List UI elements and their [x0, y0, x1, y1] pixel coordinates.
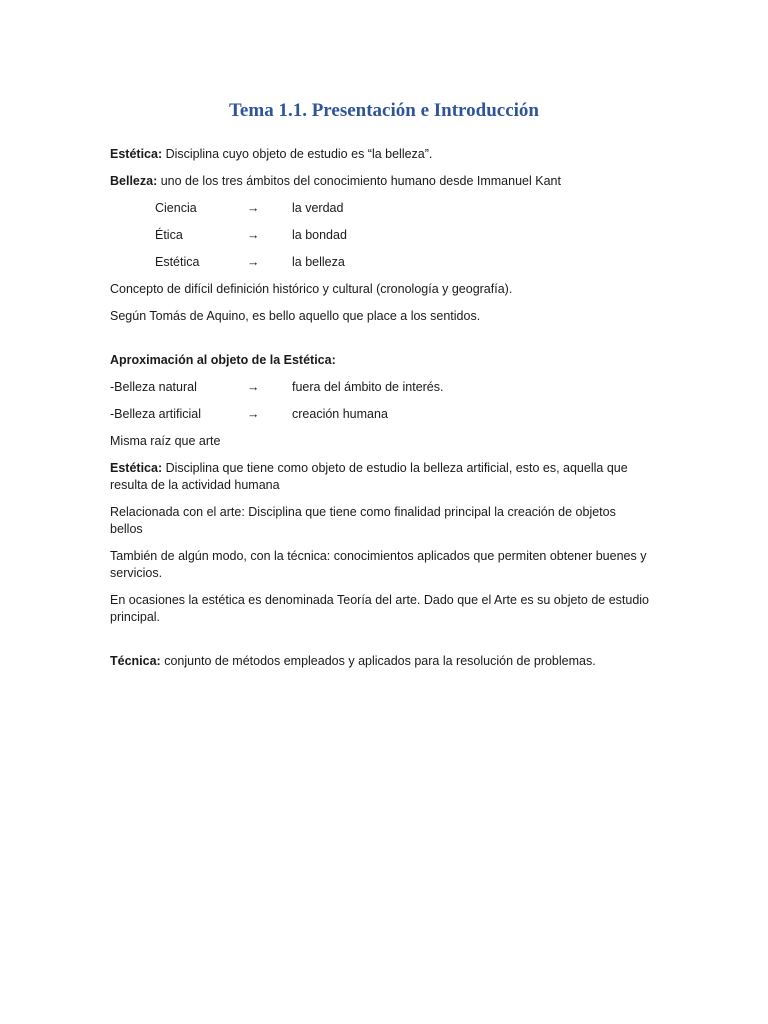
- ambito-value: la verdad: [292, 201, 344, 215]
- section-heading: Aproximación al objeto de la Estética:: [110, 353, 336, 367]
- arrow-icon: →: [247, 201, 260, 215]
- tipo-value: creación humana: [292, 407, 388, 421]
- paragraph-concepto: Concepto de difícil definición histórico y cultural (cronología y geografía).: [110, 282, 513, 296]
- ambito-name: Ciencia: [155, 201, 197, 215]
- spacer: [110, 335, 650, 352]
- document-body: [110, 146, 650, 680]
- paragraph-misma-raiz: Misma raíz que arte: [110, 434, 221, 448]
- term-label: Estética:: [110, 461, 163, 475]
- tipo-value: fuera del ámbito de interés.: [292, 380, 444, 394]
- ambito-row-ciencia: [110, 200, 650, 217]
- paragraph-estetica-definition: [110, 146, 650, 163]
- term-label: Estética:: [110, 147, 163, 161]
- arrow-icon: →: [247, 407, 260, 421]
- paragraph-tecnica-definition: [110, 653, 650, 670]
- paragraph-estetica-artificial: [110, 460, 650, 494]
- paragraph-text: Disciplina que tiene como objeto de estudio la belleza artificial, esto es, aquella que resulta de la actividad humana: [110, 461, 628, 492]
- term-label: Belleza:: [110, 174, 158, 188]
- ambito-name: Ética: [155, 228, 183, 242]
- tipo-name: -Belleza natural: [110, 380, 197, 394]
- arrow-icon: →: [247, 380, 260, 394]
- tipo-name: -Belleza artificial: [110, 407, 202, 421]
- ambito-value: la bondad: [292, 228, 347, 242]
- ambito-value: la belleza: [292, 255, 345, 269]
- paragraph-teoria-arte: En ocasiones la estética es denominada Teoría del arte. Dado que el Arte es su objeto de estudio principal.: [110, 593, 650, 624]
- document-title: Tema 1.1. Presentación e Introducción: [229, 100, 539, 121]
- paragraph-belleza-definition: [110, 173, 650, 190]
- paragraph-tecnica-relacion: También de algún modo, con la técnica: conocimientos aplicados que permiten obtener buenes y servicios.: [110, 549, 647, 580]
- ambito-row-estetica: [110, 254, 650, 271]
- ambito-row-etica: [110, 227, 650, 244]
- spacer: [110, 636, 650, 653]
- ambito-name: Estética: [155, 255, 200, 269]
- arrow-icon: →: [247, 255, 260, 269]
- tipo-row-artificial: [110, 406, 650, 423]
- paragraph-tomas-aquino: Según Tomás de Aquino, es bello aquello que place a los sentidos.: [110, 309, 481, 323]
- arrow-icon: →: [247, 228, 260, 242]
- tipo-row-natural: [110, 379, 650, 396]
- paragraph-text: Disciplina cuyo objeto de estudio es “la belleza”.: [162, 147, 433, 161]
- paragraph-text: conjunto de métodos empleados y aplicados para la resolución de problemas.: [160, 654, 596, 668]
- paragraph-relacionada-arte: Relacionada con el arte: Disciplina que tiene como finalidad principal la creación de objetos bellos: [110, 505, 616, 536]
- paragraph-text: uno de los tres ámbitos del conocimiento humano desde Immanuel Kant: [157, 174, 561, 188]
- term-label: Técnica:: [110, 654, 161, 668]
